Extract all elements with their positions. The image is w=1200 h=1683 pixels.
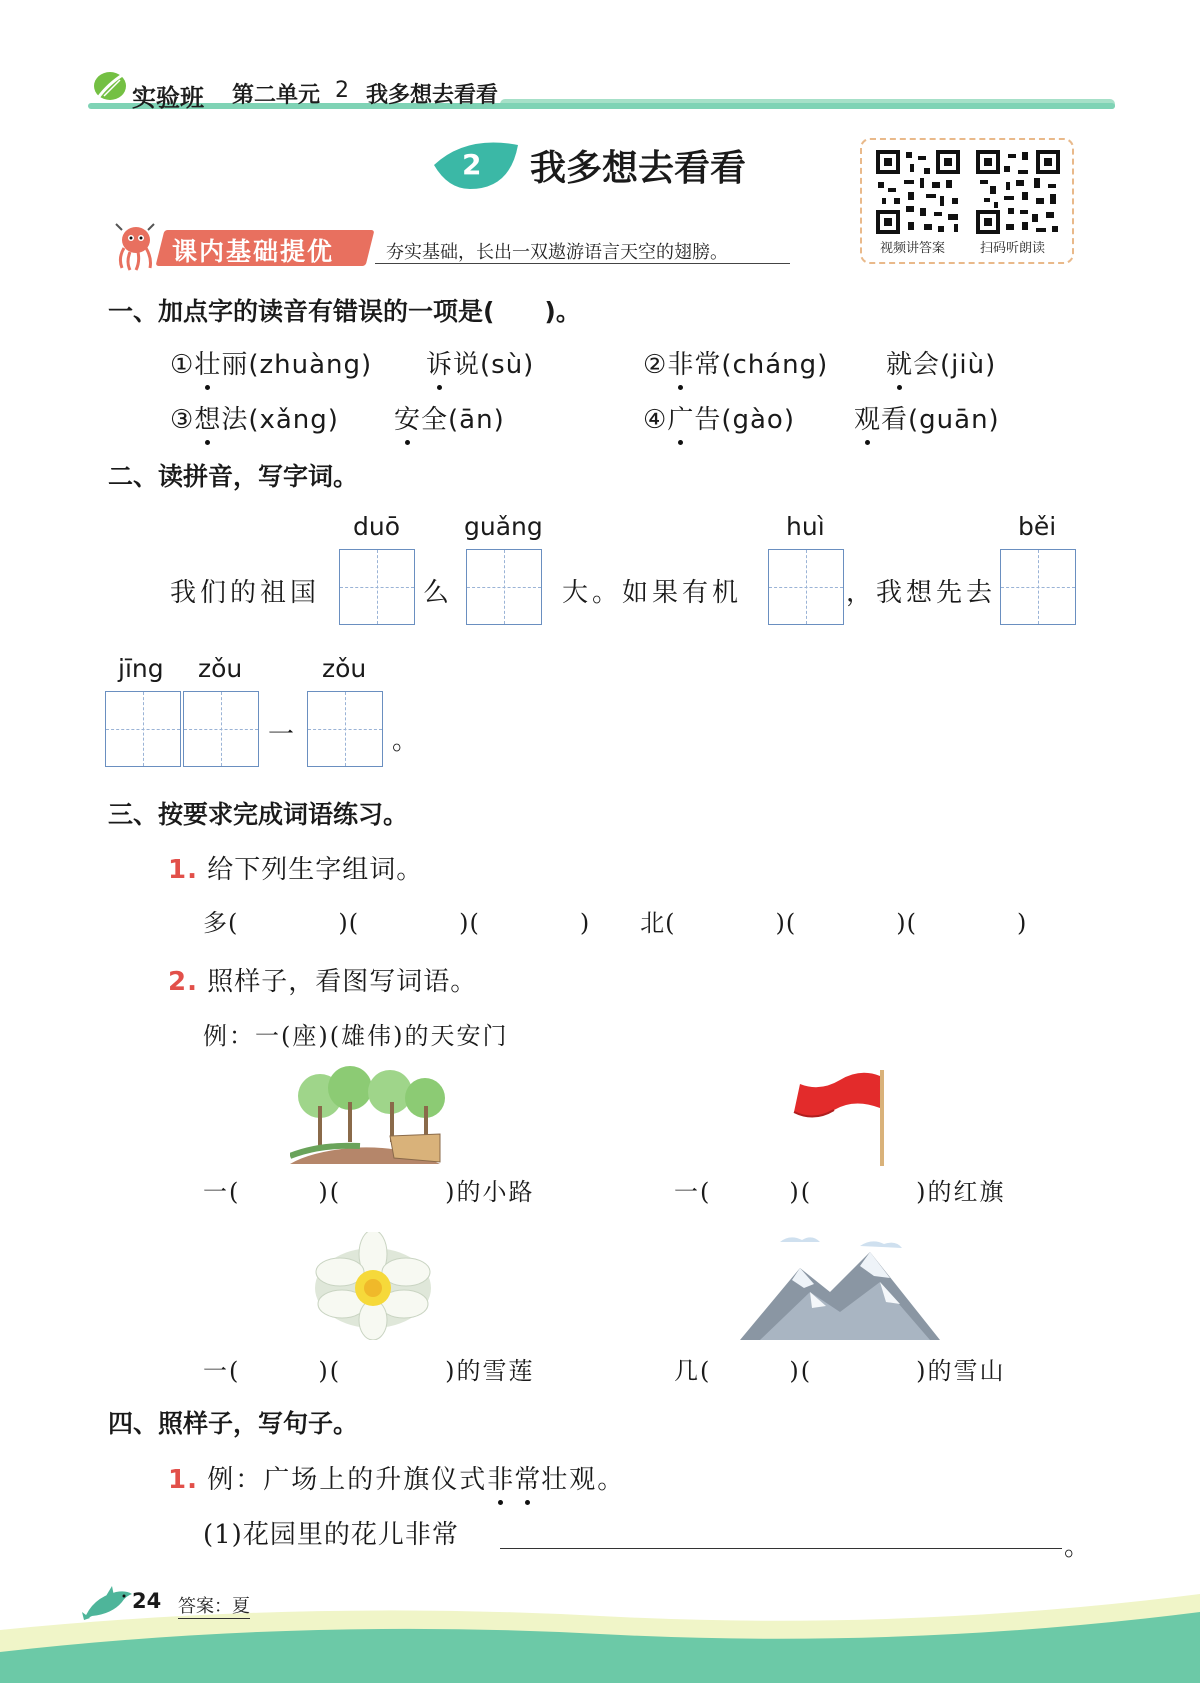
snow-lotus-illustration [310, 1232, 436, 1340]
octopus-mascot-icon [110, 222, 158, 272]
q4-example-b: 壮观。 [541, 1465, 626, 1495]
q1-option-4b [854, 399, 1000, 436]
leaf-logo-icon [90, 66, 130, 104]
snow-mountain-illustration [740, 1232, 940, 1342]
q1-option-3-rest: 法(xǎng) [221, 405, 339, 435]
q2-text-2: 么 [423, 578, 451, 608]
qr-label-video: 视频讲答案 [880, 241, 946, 256]
question-4-title: 四、照样子，写句子。 [108, 1409, 359, 1438]
q3-item-mountain[interactable]: 几( )( )的雪山 [674, 1357, 1006, 1385]
qr-panel [860, 138, 1074, 264]
qr-label-audio: 扫码听朗读 [980, 241, 1046, 256]
footer-answer: 答案：夏 [178, 1592, 250, 1619]
qr-code-audio-icon[interactable] [974, 148, 1062, 236]
pinyin-bei: běi [1018, 512, 1057, 541]
q3-item-flag[interactable]: 一( )( )的红旗 [674, 1178, 1006, 1206]
banner-underline [375, 263, 790, 264]
q3-sub-2-text: 照样子，看图写词语。 [207, 967, 478, 997]
write-box-zou-1[interactable] [183, 691, 259, 767]
q1-option-1 [170, 344, 372, 381]
write-box-jing[interactable] [105, 691, 181, 767]
q2-text-4: ，我想先去 [846, 578, 997, 608]
dotted-char: 壮 [194, 344, 221, 381]
pinyin-duo: duō [353, 512, 401, 541]
q4-item-1-answer-line[interactable] [500, 1548, 1062, 1549]
write-box-bei[interactable] [1000, 549, 1076, 625]
dotted-char: 常 [514, 1459, 541, 1496]
q1-option-3 [170, 399, 339, 436]
q1-option-1b-rest: 说(sù) [453, 350, 535, 380]
question-1-title: 一、加点字的读音有错误的一项是( )。 [108, 297, 581, 326]
qr-code-video-icon[interactable] [874, 148, 962, 236]
q4-sub-1-num: 1. [168, 1465, 198, 1495]
question-3-title: 三、按要求完成词语练习。 [108, 800, 409, 829]
q1-option-2 [643, 344, 828, 381]
write-box-zou-2[interactable] [307, 691, 383, 767]
page-title: 我多想去看看 [530, 148, 747, 189]
dotted-char: 就 [886, 344, 913, 381]
q4-example-a: 例：广场上的升旗仪式 [207, 1465, 488, 1495]
q3-sub-1-text: 给下列生字组词。 [207, 855, 424, 885]
q1-option-2b-rest: 会(jiù) [913, 350, 997, 380]
write-box-hui[interactable] [768, 549, 844, 625]
header-lesson-num: 2 [335, 78, 349, 103]
dotted-char: 广 [667, 399, 694, 436]
dotted-char: 安 [394, 399, 421, 436]
q1-option-4-rest: 告(gào) [694, 405, 795, 435]
q4-item-1-text: (1)花园里的花儿非常 [203, 1520, 459, 1550]
q1-option-4-num: ④ [643, 405, 668, 435]
q3-item-lotus[interactable]: 一( )( )的雪莲 [203, 1357, 535, 1385]
q2-text-1: 我们的祖国 [170, 578, 321, 608]
dotted-char: 观 [854, 399, 881, 436]
q2-end: 。 [392, 726, 420, 756]
section-banner-label: 课内基础提优 [172, 237, 335, 266]
q1-option-2-num: ② [643, 350, 668, 380]
dotted-char: 诉 [426, 344, 453, 381]
q1-option-4b-rest: 看(guān) [881, 405, 1000, 435]
dotted-char: 非 [487, 1459, 514, 1496]
dotted-char: 非 [667, 344, 694, 381]
q1-option-4 [643, 399, 795, 436]
q1-option-3-num: ③ [170, 405, 195, 435]
q3-example: 例：一(座)(雄伟)的天安门 [203, 1022, 509, 1050]
section-banner-subtitle: 夯实基础，长出一双遨游语言天空的翅膀。 [386, 242, 728, 263]
pinyin-jing: jīng [118, 654, 164, 683]
q3-sub-1-num: 1. [168, 855, 198, 885]
pinyin-zou-2: zǒu [322, 654, 367, 683]
header-lesson-title: 我多想去看看 [366, 83, 499, 108]
q1-option-1-num: ① [170, 350, 195, 380]
write-box-guang[interactable] [466, 549, 542, 625]
dolphin-icon [82, 1584, 134, 1624]
park-path-illustration [290, 1066, 450, 1166]
q3-sub-2 [168, 961, 477, 998]
q3-word-blanks[interactable]: 多( )( )( ) 北( )( )( ) [203, 909, 1028, 937]
pinyin-zou-1: zǒu [198, 654, 243, 683]
q2-dash: 一 [268, 720, 296, 750]
write-box-duo[interactable] [339, 549, 415, 625]
q1-option-3b [394, 399, 505, 436]
header-unit: 第二单元 [232, 83, 321, 108]
q3-sub-1 [168, 849, 423, 886]
question-2-title: 二、读拼音，写字词。 [108, 462, 359, 491]
header-brand: 实验班 [132, 84, 204, 112]
q1-option-2b [886, 344, 996, 381]
q3-item-path[interactable]: 一( )( )的小路 [203, 1178, 535, 1206]
q2-text-3: 大。如果有机 [562, 578, 743, 608]
q4-item-1-end: 。 [1064, 1532, 1092, 1562]
page-number: 24 [132, 1589, 162, 1613]
q1-option-1-rest: 丽(zhuàng) [221, 350, 373, 380]
q1-option-3b-rest: 全(ān) [421, 405, 505, 435]
q3-sub-2-num: 2. [168, 967, 198, 997]
title-number: 2 [462, 148, 482, 181]
q1-option-2-rest: 常(cháng) [694, 350, 829, 380]
red-flag-illustration [790, 1066, 896, 1166]
pinyin-hui: huì [786, 512, 825, 541]
pinyin-guang: guǎng [464, 512, 543, 541]
q1-option-1b [426, 344, 534, 381]
dotted-char: 想 [194, 399, 221, 436]
q4-example [168, 1459, 625, 1496]
